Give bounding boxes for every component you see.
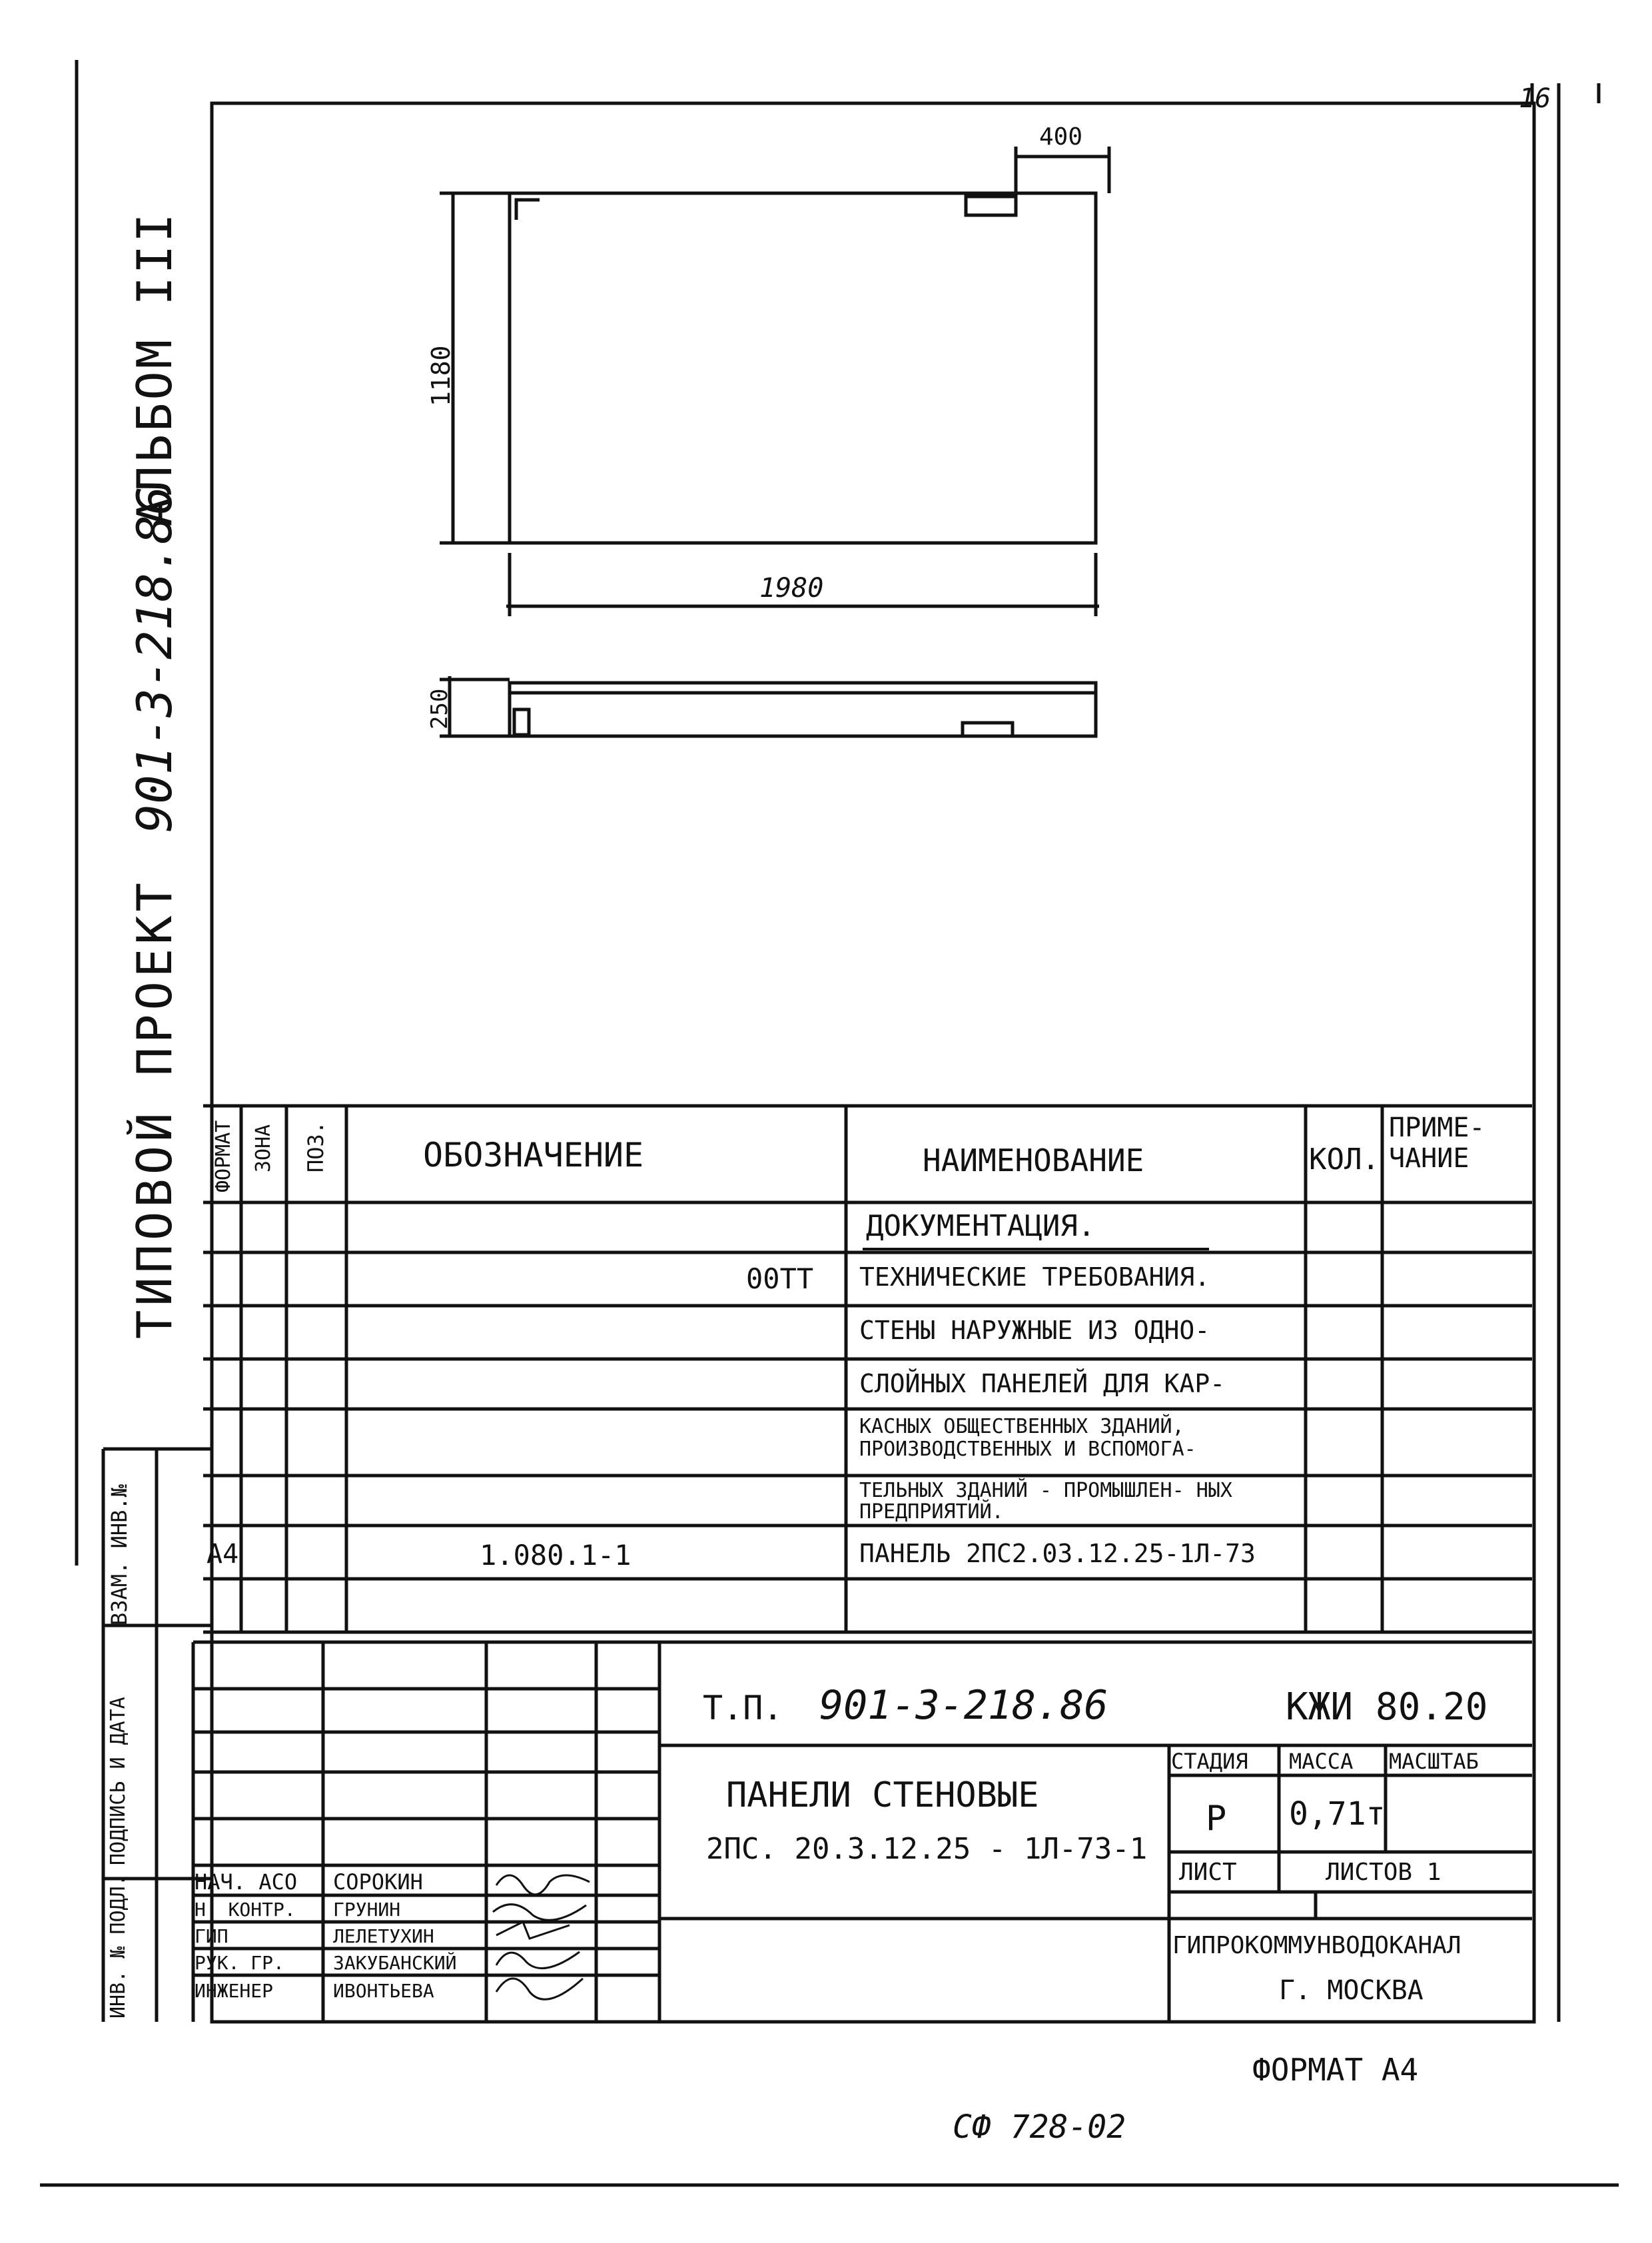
stage-label: СТАДИЯ [1171, 1749, 1248, 1774]
dim-1180: 1180 [426, 345, 456, 406]
format-label: ФОРМАТ А4 [1252, 2052, 1419, 2088]
org-city: Г. МОСКВА [1279, 1975, 1424, 2006]
dim-1980: 1980 [759, 573, 824, 604]
sheet-label: ЛИСТ [1179, 1859, 1237, 1886]
row-7-name: ПАНЕЛЬ 2ПС2.03.12.25-1Л-73 [859, 1539, 1256, 1568]
signer-3-name: ЛЕЛЕТУХИН [333, 1925, 434, 1947]
side-project-code: 901-3-218.86 [127, 486, 183, 833]
row-3-name: СТЕНЫ НАРУЖНЫЕ ИЗ ОДНО- [859, 1316, 1210, 1345]
scale-label: МАСШТАБ [1389, 1749, 1479, 1774]
page-number: 16 [1519, 83, 1551, 114]
header-format: ФОРМАТ [212, 1120, 235, 1192]
side-signature-date: ПОДПИСЬ И ДАТА [107, 1697, 130, 1865]
header-name: НАИМЕНОВАНИЕ [923, 1142, 1144, 1178]
side-album: АЛЬБОМ III [127, 211, 183, 526]
row-4-name: СЛОЙНЫХ ПАНЕЛЕЙ ДЛЯ КАР- [859, 1369, 1226, 1398]
title-line-1: ПАНЕЛИ СТЕНОВЫЕ [726, 1775, 1039, 1815]
tp-code: 901-3-218.86 [819, 1682, 1108, 1729]
row-7-designation: 1.080.1-1 [480, 1539, 631, 1571]
sheets-label: ЛИСТОВ 1 [1326, 1859, 1442, 1886]
org-name: ГИПРОКОММУНВОДОКАНАЛ [1172, 1932, 1461, 1959]
row-7-format: А4 [206, 1539, 239, 1570]
row-5-name: КАСНЫХ ОБЩЕСТВЕННЫХ ЗДАНИЙ, ПРОИЗВОДСТВЕННЫХ И ВСПОМОГА- [859, 1415, 1196, 1461]
dim-250: 250 [426, 688, 453, 729]
row-6-name: ТЕЛЬНЫХ ЗДАНИЙ - ПРОМЫШЛЕН- НЫХ ПРЕДПРИЯТИЙ. [859, 1479, 1232, 1524]
kzhi-code: КЖИ 80.20 [1286, 1685, 1488, 1729]
signer-1-name: СОРОКИН [333, 1869, 423, 1895]
stamp-code: СФ 728-02 [953, 2108, 1126, 2146]
signer-2-name: ГРУНИН [333, 1899, 401, 1921]
header-note: ПРИМЕ- ЧАНИЕ [1389, 1113, 1485, 1174]
header-qty: КОЛ. [1309, 1142, 1380, 1176]
dim-400: 400 [1039, 123, 1083, 151]
header-designation: ОБОЗНАЧЕНИЕ [423, 1136, 644, 1174]
signer-1-role: НАЧ. АСО [195, 1869, 298, 1895]
signer-4-name: ЗАКУБАНСКИЙ [333, 1952, 457, 1974]
side-inv-replace: ВЗАМ. ИНВ.№ [107, 1484, 132, 1625]
mass-label: МАССА [1289, 1749, 1354, 1774]
signer-4-role: РУК. ГР. [195, 1952, 284, 1974]
title-line-2: 2ПС. 20.3.12.25 - 1Л-73-1 [706, 1832, 1148, 1866]
row-1-name: ДОКУМЕНТАЦИЯ. [866, 1209, 1096, 1243]
header-pos: ПОЗ. [303, 1121, 328, 1172]
signer-5-role: ИНЖЕНЕР [195, 1980, 274, 2002]
stage-value: Р [1206, 1799, 1227, 1839]
tp-label: Т.П. [703, 1689, 783, 1727]
side-project-label: ТИПОВОЙ ПРОЕКТ [127, 879, 183, 1339]
mass-value: 0,71т [1289, 1795, 1386, 1833]
signer-3-role: ГИП [195, 1925, 228, 1947]
row-2-name: ТЕХНИЧЕСКИЕ ТРЕБОВАНИЯ. [859, 1262, 1210, 1292]
signer-2-role: Н. КОНТР. [195, 1899, 296, 1921]
side-inv-orig: ИНВ. № ПОДЛ. [107, 1874, 130, 2019]
header-zone: ЗОНА [252, 1124, 275, 1172]
row-2-designation: 00ТТ [746, 1262, 814, 1295]
signer-5-name: ИВОНТЬЕВА [333, 1980, 434, 2002]
